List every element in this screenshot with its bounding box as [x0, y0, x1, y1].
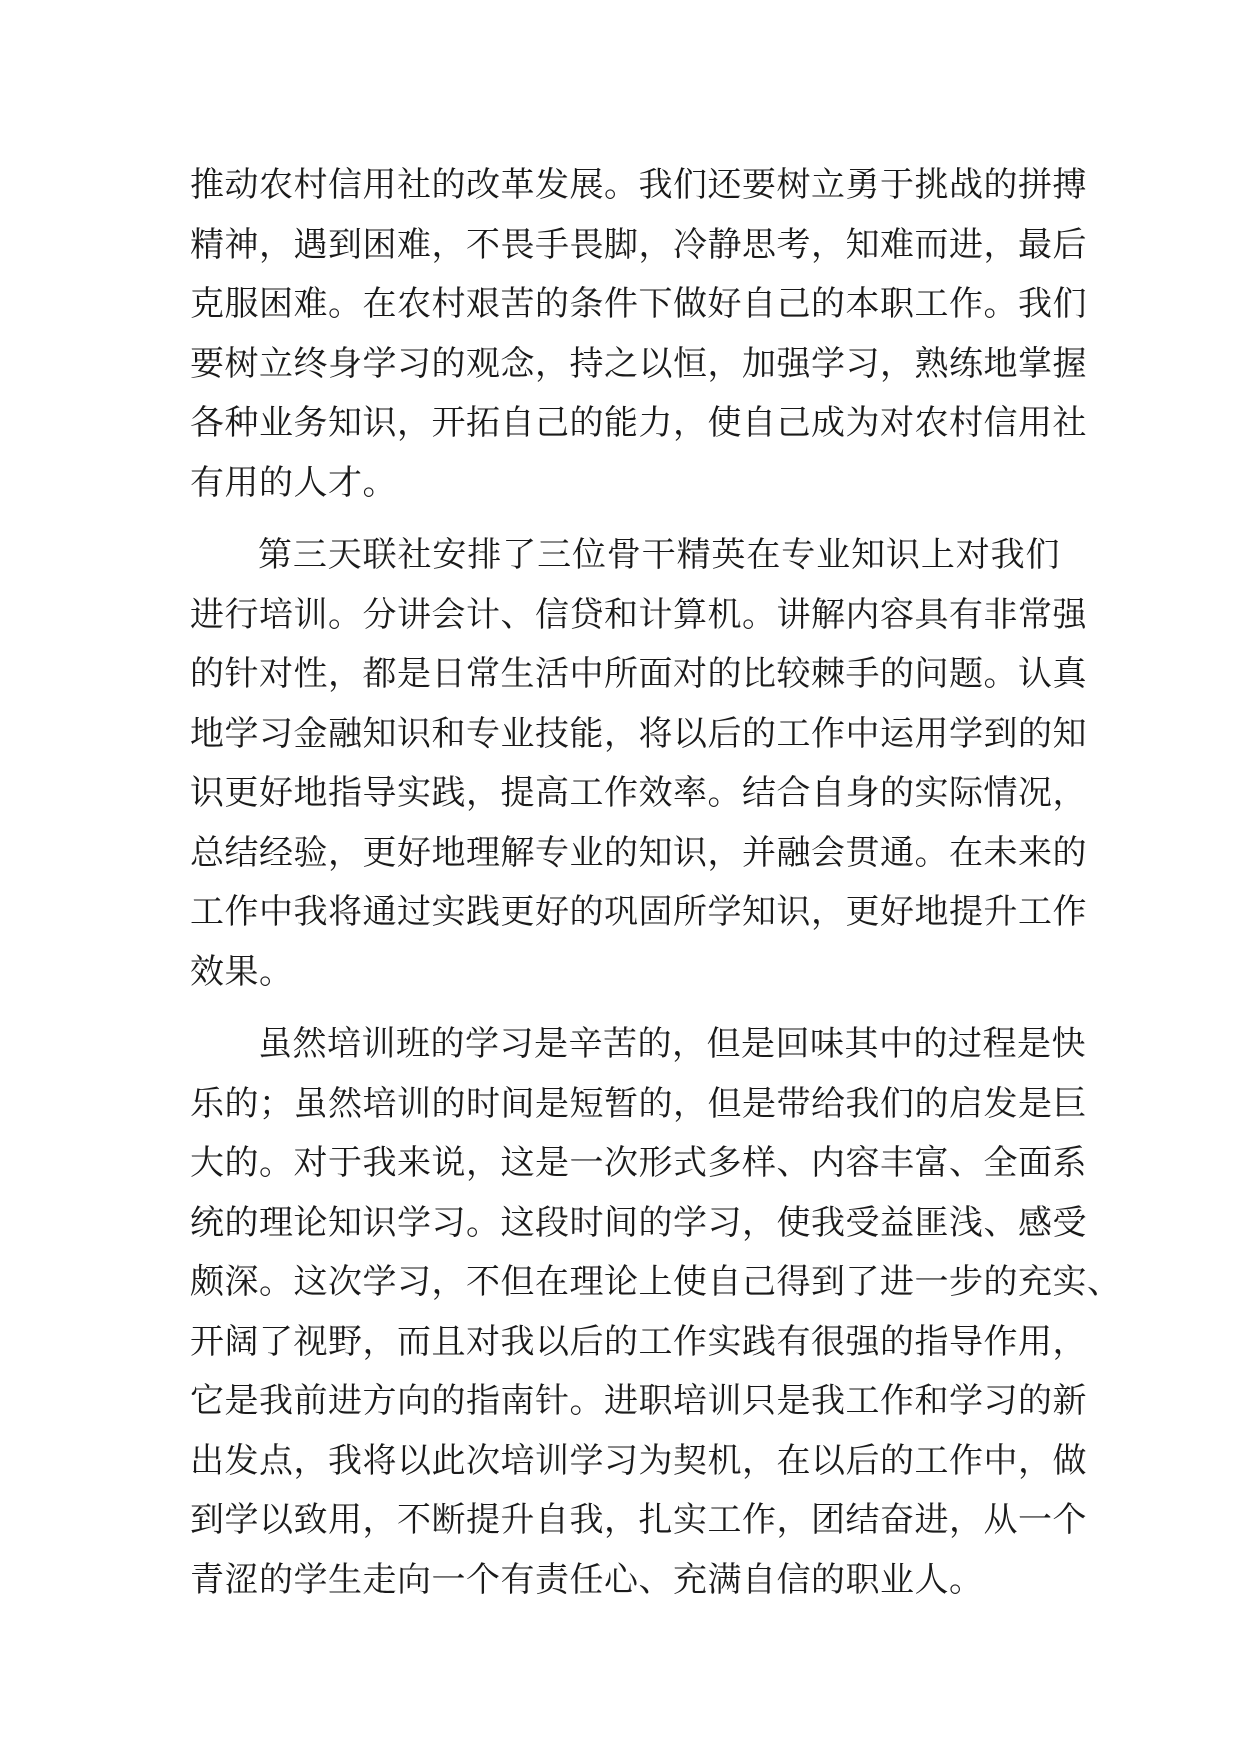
text-line: 效果。 — [190, 951, 294, 992]
text-line: 开阔了视野，而且对我以后的工作实践有很强的指导作用， — [190, 1321, 1087, 1362]
text-line: 总结经验，更好地理解专业的知识，并融会贯通。在未来的 — [190, 832, 1087, 873]
body-text — [190, 156, 1122, 1610]
text-line: 各种业务知识，开拓自己的能力，使自己成为对农村信用社 — [190, 403, 1087, 443]
text-line: 它是我前进方向的指南针。进职培训只是我工作和学习的新 — [190, 1381, 1087, 1421]
paragraph-2 — [190, 526, 1087, 1002]
text-line: 第三天联社安排了三位骨干精英在专业知识上对我们 — [258, 535, 1060, 575]
text-line: 工作中我将通过实践更好的巩固所学知识，更好地提升工作 — [190, 892, 1087, 932]
paragraph-3 — [190, 1015, 1122, 1610]
text-line: 地学习金融知识和专业技能，将以后的工作中运用学到的知 — [190, 713, 1087, 754]
text-line: 进行培训。分讲会计、信贷和计算机。讲解内容具有非常强 — [190, 594, 1087, 635]
text-line: 虽然培训班的学习是辛苦的，但是回味其中的过程是快 — [258, 1024, 1086, 1064]
text-line: 颇深。这次学习，不但在理论上使自己得到了进一步的充实、 — [190, 1262, 1122, 1302]
text-line: 出发点，我将以此次培训学习为契机，在以后的工作中，做 — [190, 1440, 1087, 1481]
paragraph-gap — [190, 1002, 1060, 1015]
text-line: 统的理论知识学习。这段时间的学习，使我受益匪浅、感受 — [190, 1202, 1087, 1243]
text-line: 识更好地指导实践，提高工作效率。结合自身的实际情况， — [190, 773, 1087, 813]
text-line: 有用的人才。 — [190, 462, 397, 503]
paragraph-1 — [190, 156, 1087, 513]
text-line: 推动农村信用社的改革发展。我们还要树立勇于挑战的拼搏 — [190, 165, 1087, 205]
text-line: 精神，遇到困难，不畏手畏脚，冷静思考，知难而进，最后 — [190, 224, 1087, 265]
text-line: 的针对性，都是日常生活中所面对的比较棘手的问题。认真 — [190, 654, 1087, 694]
text-line: 要树立终身学习的观念，持之以恒，加强学习，熟练地掌握 — [190, 343, 1087, 384]
text-line: 到学以致用，不断提升自我，扎实工作，团结奋进，从一个 — [190, 1500, 1087, 1540]
text-line: 大的。对于我来说，这是一次形式多样、内容丰富、全面系 — [190, 1143, 1087, 1183]
text-line: 克服困难。在农村艰苦的条件下做好自己的本职工作。我们 — [190, 284, 1087, 324]
text-line: 青涩的学生走向一个有责任心、充满自信的职业人。 — [190, 1559, 984, 1600]
paragraph-gap — [190, 513, 1060, 526]
text-line: 乐的；虽然培训的时间是短暂的，但是带给我们的启发是巨 — [190, 1083, 1087, 1124]
